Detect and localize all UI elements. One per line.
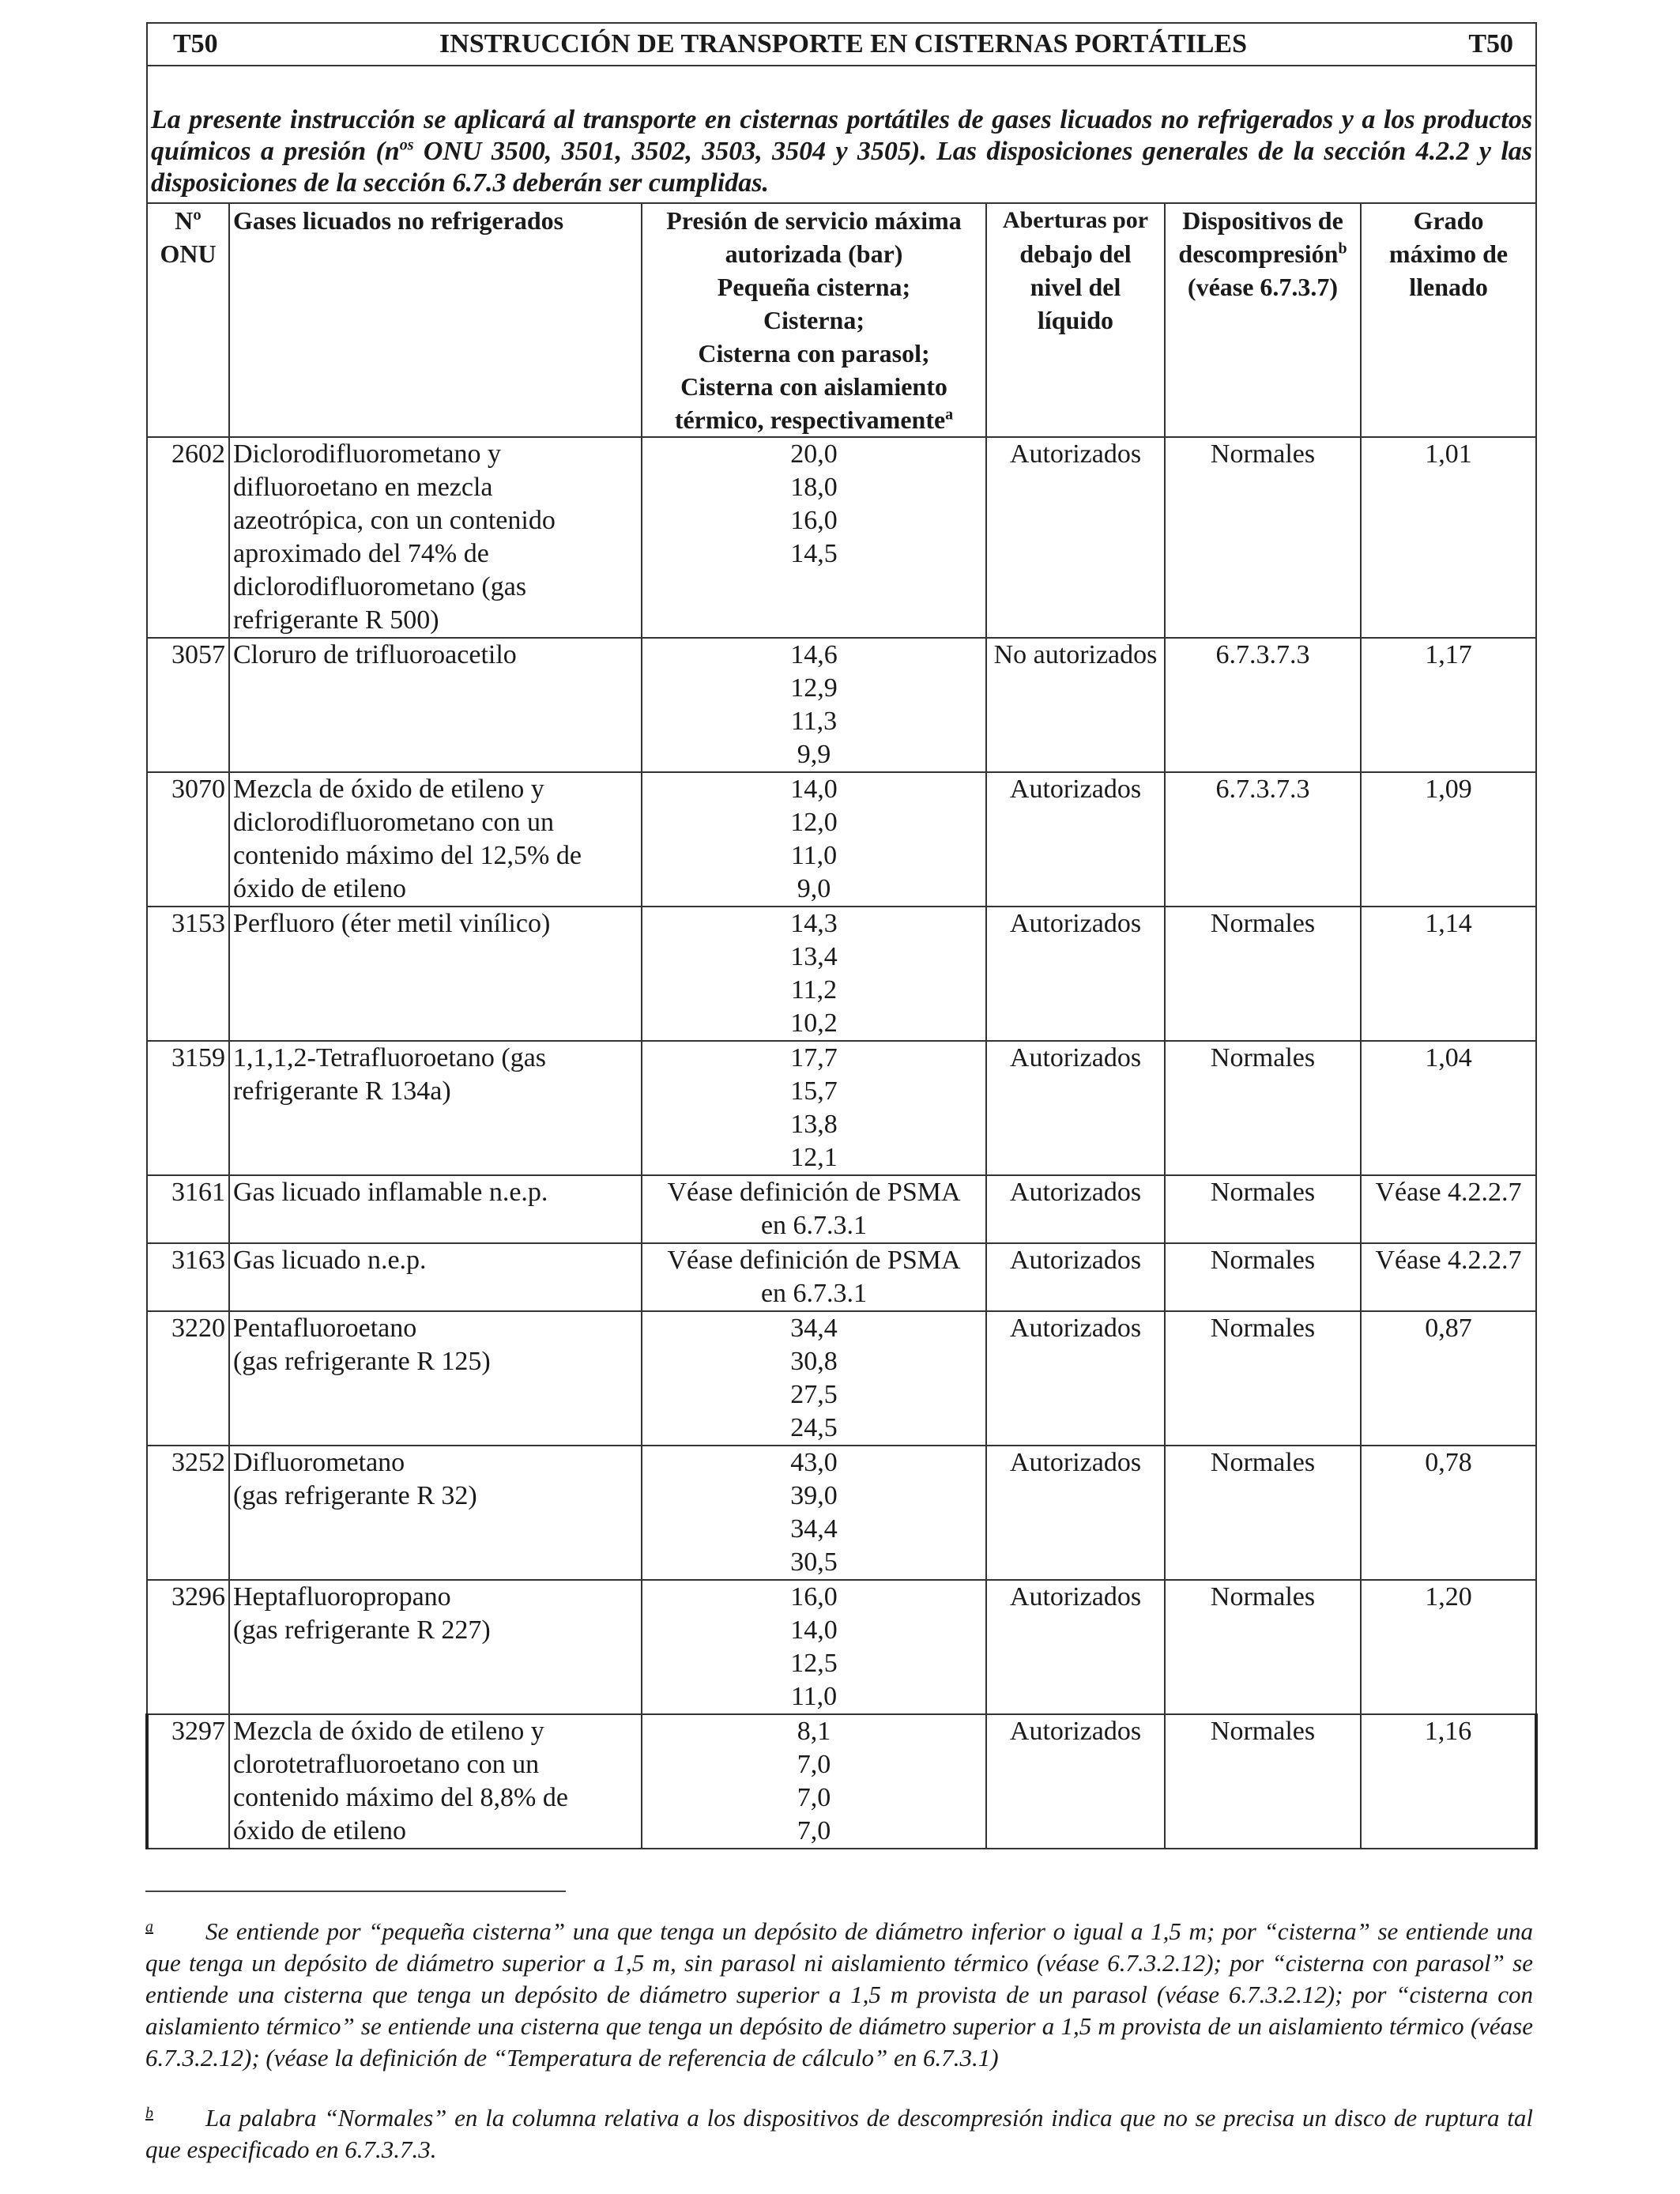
table-row bbox=[147, 1175, 1536, 1243]
dispositivos-value: Normales bbox=[1165, 1714, 1361, 1849]
table-body bbox=[147, 437, 1536, 1849]
pressure-values: 34,4 30,8 27,5 24,5 bbox=[642, 1311, 986, 1446]
grado-value: 0,78 bbox=[1361, 1446, 1536, 1580]
aberturas-value: Autorizados bbox=[986, 1446, 1165, 1580]
footnote-a-mark: a bbox=[145, 1918, 153, 1936]
gas-name: Pentafluoroetano (gas refrigerante R 125) bbox=[229, 1311, 642, 1446]
onu-number: 3161 bbox=[147, 1175, 229, 1243]
pressure-values: Véase definición de PSMA en 6.7.3.1 bbox=[642, 1243, 986, 1311]
col-header-aberturas: Aberturas por debajo del nivel del líquido bbox=[986, 203, 1165, 437]
grado-value: 1,04 bbox=[1361, 1041, 1536, 1175]
table-row bbox=[147, 1580, 1536, 1714]
col-header-presion: Presión de servicio máxima autorizada (bar) Pequeña cisterna; Cisterna; Cisterna con parasol; Cisterna con aislamiento térmico, respectivamente$^a$ bbox=[642, 203, 986, 437]
aberturas-value: Autorizados bbox=[986, 437, 1165, 638]
dispositivos-value: Normales bbox=[1165, 1041, 1361, 1175]
onu-number: 3163 bbox=[147, 1243, 229, 1311]
pressure-values: 14,6 12,9 11,3 9,9 bbox=[642, 638, 986, 772]
dispositivos-value: Normales bbox=[1165, 1311, 1361, 1446]
grado-value: 1,14 bbox=[1361, 907, 1536, 1041]
table-row bbox=[147, 1446, 1536, 1580]
gas-name: Difluorometano (gas refrigerante R 32) bbox=[229, 1446, 642, 1580]
aberturas-value: Autorizados bbox=[986, 1714, 1165, 1849]
table-row bbox=[147, 638, 1536, 772]
title-cell bbox=[147, 23, 1536, 66]
aberturas-value: Autorizados bbox=[986, 1311, 1165, 1446]
gas-name: Cloruro de trifluoroacetilo bbox=[229, 638, 642, 772]
column-header-row bbox=[147, 203, 1536, 437]
footnote-separator bbox=[145, 1891, 566, 1892]
aberturas-value: Autorizados bbox=[986, 1175, 1165, 1243]
footnote-b-mark: b bbox=[145, 2105, 153, 2122]
grado-value: 1,09 bbox=[1361, 772, 1536, 907]
table-row bbox=[147, 1243, 1536, 1311]
dispositivos-value: Normales bbox=[1165, 1175, 1361, 1243]
pressure-values: 17,7 15,7 13,8 12,1 bbox=[642, 1041, 986, 1175]
gas-name: Gas licuado inflamable n.e.p. bbox=[229, 1175, 642, 1243]
footnote-a-text: Se entiende por “pequeña cisterna” una que tenga un depósito de diámetro inferior o igual a 1,5 m; por “cisterna” se entiende una que tenga un depósito de diámetro superior a 1,5 m, sin parasol ni aislamiento térmico (véase 6.7.3.2.12); por “cisterna con parasol” se entiende una cisterna que tenga un depósito de diámetro superior a 1,5 m provista de un parasol (véase 6.7.3.2.12); por “cisterna con aislamiento térmico” se entiende una cisterna que tenga un depósito de diámetro superior a 1,5 m provista de un aislamiento térmico (véase 6.7.3.2.12); (véase la definición de “Temperatura de referencia de cálculo” en 6.7.3.1) bbox=[145, 1917, 1533, 2071]
pressure-values: 14,3 13,4 11,2 10,2 bbox=[642, 907, 986, 1041]
gas-name: Mezcla de óxido de etileno y diclorodifluorometano con un contenido máximo del 12,5% de óxido de etileno bbox=[229, 772, 642, 907]
col-header-grado: Grado máximo de llenado bbox=[1361, 203, 1536, 437]
aberturas-value: Autorizados bbox=[986, 1243, 1165, 1311]
grado-value: Véase 4.2.2.7 bbox=[1361, 1243, 1536, 1311]
grado-value: 1,16 bbox=[1361, 1714, 1536, 1849]
onu-number: 3297 bbox=[147, 1714, 229, 1849]
pressure-values: 43,0 39,0 34,4 30,5 bbox=[642, 1446, 986, 1580]
pressure-values: 20,0 18,0 16,0 14,5 bbox=[642, 437, 986, 638]
grado-value: 0,87 bbox=[1361, 1311, 1536, 1446]
footnote-b bbox=[145, 2098, 1533, 2166]
grado-value: 1,01 bbox=[1361, 437, 1536, 638]
gas-name: Gas licuado n.e.p. bbox=[229, 1243, 642, 1311]
aberturas-value: Autorizados bbox=[986, 1580, 1165, 1714]
footnote-a bbox=[145, 1911, 1533, 2074]
instruction-code-right: T50 bbox=[1468, 29, 1514, 58]
col-header-dispositivos: Dispositivos de descompresión$^b$ (véase 6.7.3.7) bbox=[1165, 203, 1361, 437]
pressure-values: 16,0 14,0 12,5 11,0 bbox=[642, 1580, 986, 1714]
dispositivos-value: 6.7.3.7.3 bbox=[1165, 772, 1361, 907]
table-row bbox=[147, 437, 1536, 638]
onu-number: 2602 bbox=[147, 437, 229, 638]
gas-name: 1,1,1,2-Tetrafluoroetano (gas refrigerante R 134a) bbox=[229, 1041, 642, 1175]
onu-number: 3296 bbox=[147, 1580, 229, 1714]
col-header-gases: Gases licuados no refrigerados bbox=[229, 203, 642, 437]
dispositivos-value: Normales bbox=[1165, 1446, 1361, 1580]
instruction-code-left: T50 bbox=[173, 29, 218, 58]
gas-name: Diclorodifluorometano y difluoroetano en mezcla azeotrópica, con un contenido aproximado del 74% de diclorodifluorometano (gas refrigerante R 500) bbox=[229, 437, 642, 638]
intro-paragraph: La presente instrucción se aplicará al transporte en cisternas portátiles de gases licuados no refrigerados y a los productos químicos a presión ($n^{os}$ ONU 3500, 3501, 3502, 3503, 3504 y 3505). Las disposiciones generales de la sección 4.2.2 y las disposiciones de la sección 6.7.3 deberán ser cumplidas. bbox=[151, 105, 1533, 198]
onu-number: 3159 bbox=[147, 1041, 229, 1175]
table-row bbox=[147, 772, 1536, 907]
gas-name: Mezcla de óxido de etileno y clorotetrafluoroetano con un contenido máximo del 8,8% de óxido de etileno bbox=[229, 1714, 642, 1849]
dispositivos-value: Normales bbox=[1165, 907, 1361, 1041]
table-row bbox=[147, 1311, 1536, 1446]
table-row bbox=[147, 1041, 1536, 1175]
col-header-onu: Nº ONU bbox=[147, 203, 229, 437]
dispositivos-value: Normales bbox=[1165, 1580, 1361, 1714]
onu-number: 3220 bbox=[147, 1311, 229, 1446]
transport-instruction-table bbox=[145, 22, 1538, 1849]
aberturas-value: Autorizados bbox=[986, 1041, 1165, 1175]
onu-number: 3153 bbox=[147, 907, 229, 1041]
aberturas-value: No autorizados bbox=[986, 638, 1165, 772]
pressure-values: 14,0 12,0 11,0 9,0 bbox=[642, 772, 986, 907]
onu-number: 3252 bbox=[147, 1446, 229, 1580]
grado-value: 1,20 bbox=[1361, 1580, 1536, 1714]
dispositivos-value: Normales bbox=[1165, 1243, 1361, 1311]
pressure-values: Véase definición de PSMA en 6.7.3.1 bbox=[642, 1175, 986, 1243]
grado-value: Véase 4.2.2.7 bbox=[1361, 1175, 1536, 1243]
aberturas-value: Autorizados bbox=[986, 772, 1165, 907]
aberturas-value: Autorizados bbox=[986, 907, 1165, 1041]
grado-value: 1,17 bbox=[1361, 638, 1536, 772]
onu-number: 3070 bbox=[147, 772, 229, 907]
gas-name: Heptafluoropropano (gas refrigerante R 227) bbox=[229, 1580, 642, 1714]
table-row bbox=[147, 907, 1536, 1041]
dispositivos-value: 6.7.3.7.3 bbox=[1165, 638, 1361, 772]
instruction-title: INSTRUCCIÓN DE TRANSPORTE EN CISTERNAS PORTÁTILES bbox=[439, 29, 1247, 58]
dispositivos-value: Normales bbox=[1165, 437, 1361, 638]
intro-cell bbox=[147, 66, 1536, 203]
gas-name: Perfluoro (éter metil vinílico) bbox=[229, 907, 642, 1041]
table-row bbox=[147, 1714, 1536, 1849]
footnote-b-text: La palabra “Normales” en la columna relativa a los dispositivos de descompresión indica que no se precisa un disco de ruptura tal que especificado en 6.7.3.7.3. bbox=[145, 2104, 1533, 2163]
pressure-values: 8,1 7,0 7,0 7,0 bbox=[642, 1714, 986, 1849]
onu-number: 3057 bbox=[147, 638, 229, 772]
